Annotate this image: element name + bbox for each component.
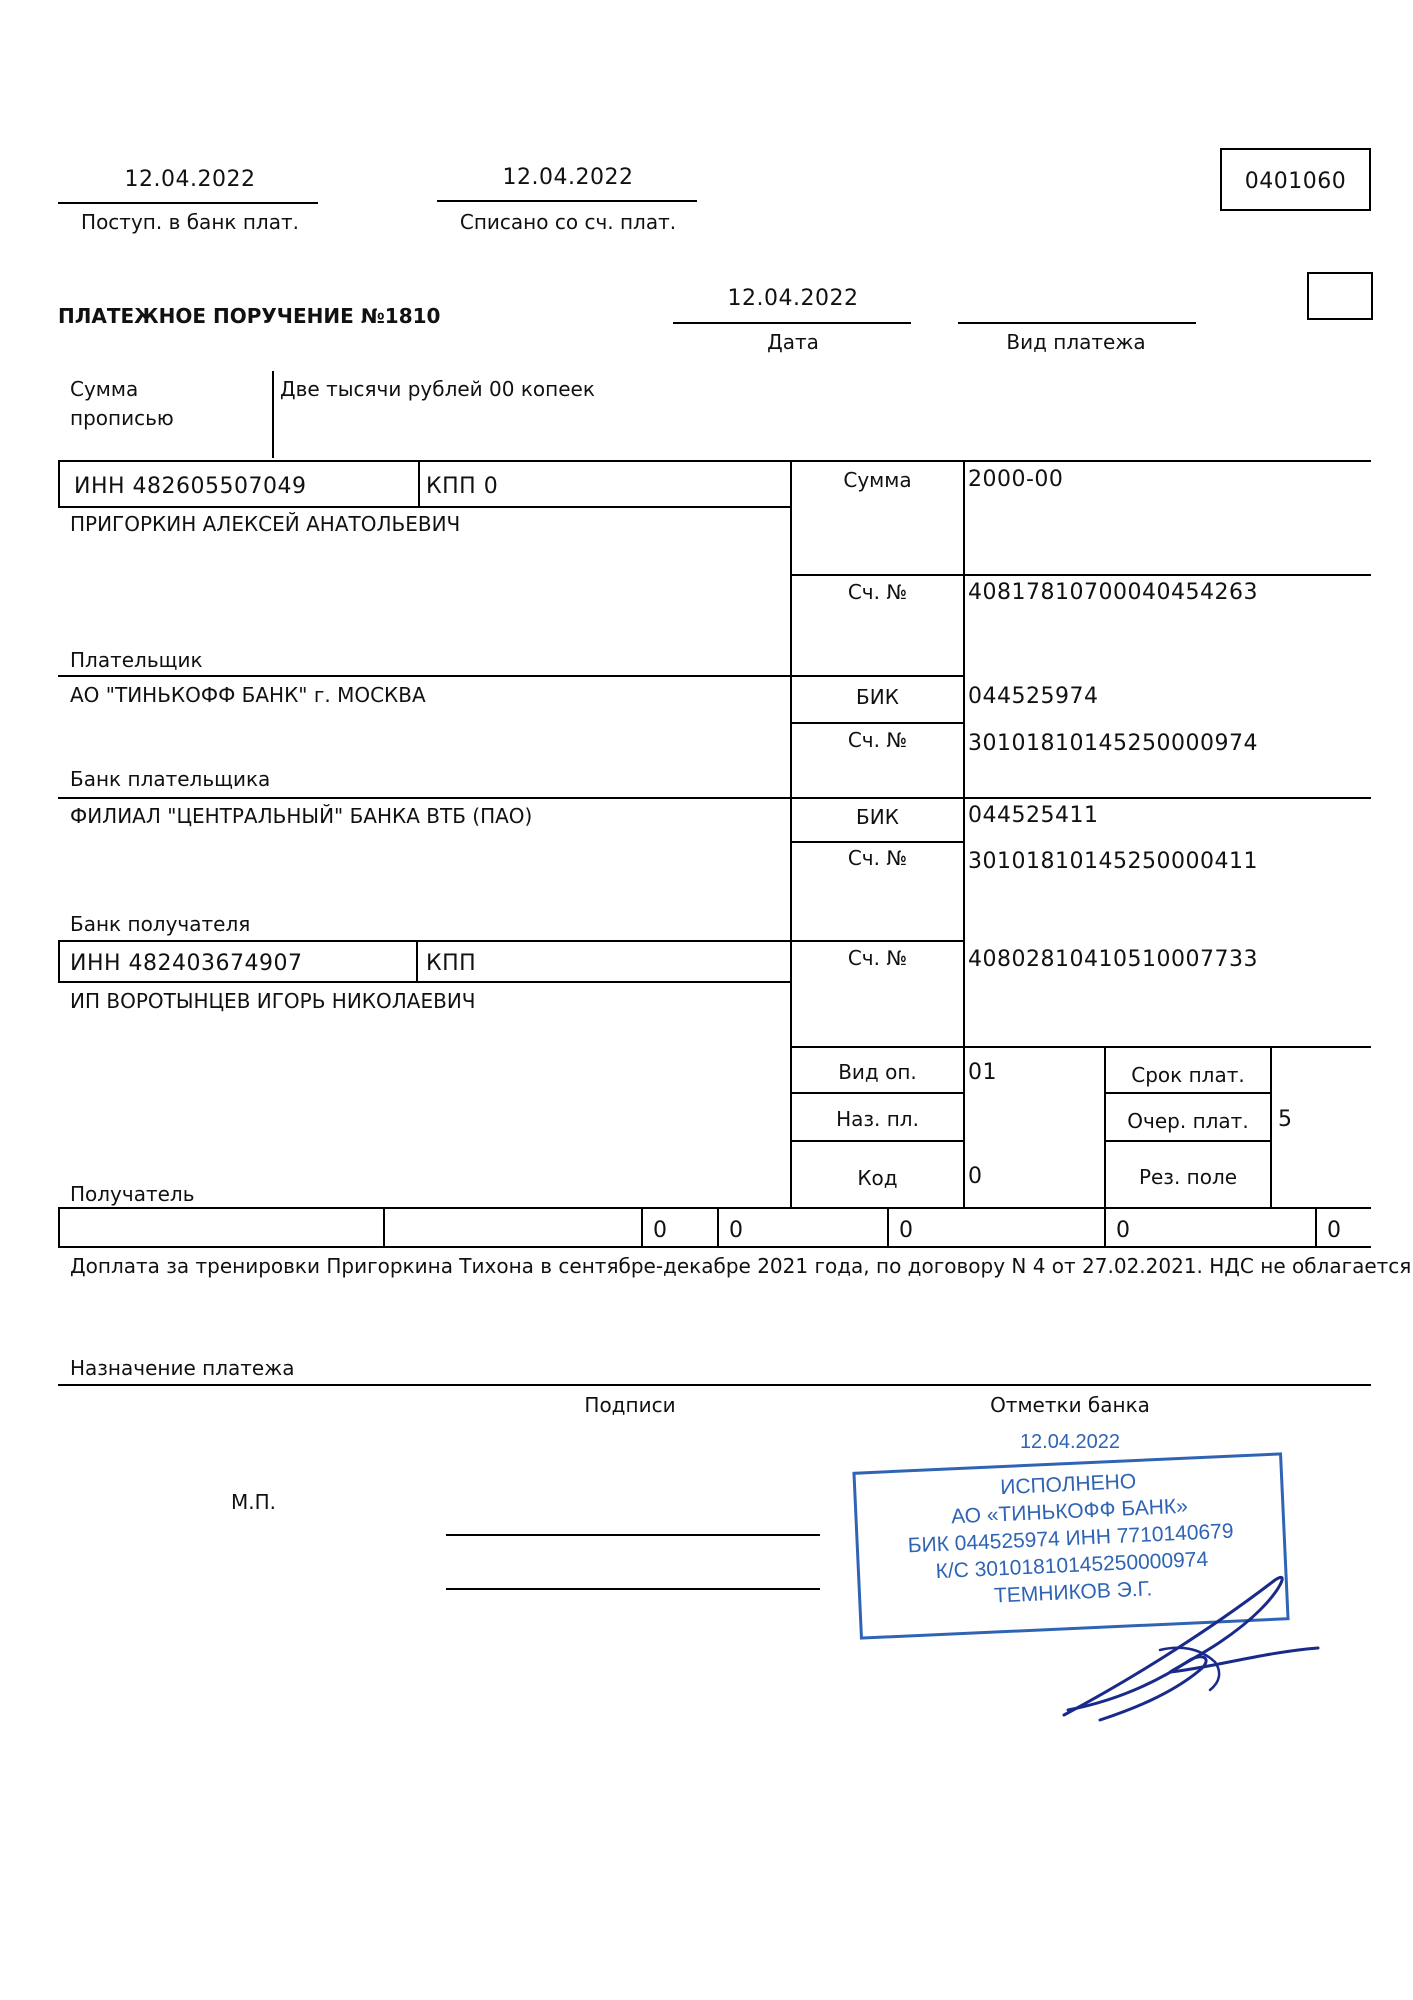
divider bbox=[717, 1207, 719, 1246]
signatures-label: Подписи bbox=[584, 1393, 676, 1417]
form-code: 0401060 bbox=[1244, 169, 1347, 194]
op-type-value: 01 bbox=[968, 1060, 997, 1085]
document-title: ПЛАТЕЖНОЕ ПОРУЧЕНИЕ №1810 bbox=[58, 304, 441, 328]
code-label: Код bbox=[857, 1166, 898, 1190]
tax-field: 0 bbox=[653, 1218, 668, 1243]
stamp-line: К/С 30101810145250000974 bbox=[935, 1547, 1209, 1584]
divider bbox=[58, 1384, 1371, 1386]
divider bbox=[1104, 1092, 1270, 1094]
stamp-line: ИСПОЛНЕНО bbox=[999, 1469, 1137, 1500]
divider bbox=[58, 1246, 1371, 1248]
payee-bank-account-label: Сч. № bbox=[847, 846, 908, 870]
divider bbox=[790, 574, 1371, 576]
payer-kpp: КПП 0 bbox=[426, 474, 499, 499]
payer-account: 40817810700040454263 bbox=[968, 580, 1258, 605]
tax-field: 0 bbox=[729, 1218, 744, 1243]
payee-label: Получатель bbox=[70, 1182, 195, 1206]
amount-label: Сумма bbox=[843, 468, 912, 492]
payer-bank-name: АО "ТИНЬКОФФ БАНК" г. МОСКВА bbox=[70, 683, 426, 707]
payee-account-label: Сч. № bbox=[847, 946, 908, 970]
payee-bank-account: 30101810145250000411 bbox=[968, 849, 1258, 874]
divider bbox=[790, 1140, 963, 1142]
tax-field: 0 bbox=[899, 1218, 914, 1243]
priority-value: 5 bbox=[1278, 1107, 1293, 1132]
divider bbox=[958, 322, 1196, 324]
divider bbox=[58, 940, 963, 942]
payee-bank-bik: 044525411 bbox=[968, 803, 1099, 828]
term-label: Срок плат. bbox=[1131, 1063, 1245, 1087]
payee-account: 40802810410510007733 bbox=[968, 947, 1258, 972]
purpose-type-label: Наз. пл. bbox=[836, 1107, 919, 1131]
divider bbox=[790, 460, 792, 1207]
bank-mark-date: 12.04.2022 bbox=[1019, 1431, 1121, 1453]
divider bbox=[437, 200, 697, 202]
divider bbox=[58, 1207, 60, 1246]
tax-field: 0 bbox=[1116, 1218, 1131, 1243]
divider bbox=[1315, 1207, 1317, 1246]
seal-label: М.П. bbox=[231, 1490, 277, 1514]
order-date: 12.04.2022 bbox=[727, 286, 859, 311]
reserve-label: Рез. поле bbox=[1138, 1165, 1238, 1189]
divider bbox=[58, 460, 1371, 462]
divider bbox=[416, 940, 418, 981]
payee-name: ИП ВОРОТЫНЦЕВ ИГОРЬ НИКОЛАЕВИЧ bbox=[70, 989, 476, 1013]
amount-value: 2000-00 bbox=[968, 467, 1064, 492]
divider bbox=[887, 1207, 889, 1246]
divider bbox=[641, 1207, 643, 1246]
signature-line bbox=[446, 1588, 820, 1590]
payee-inn: ИНН 482403674907 bbox=[70, 951, 303, 976]
divider bbox=[58, 981, 790, 983]
divider bbox=[58, 675, 963, 677]
payer-account-label: Сч. № bbox=[847, 580, 908, 604]
payer-inn: ИНН 482605507049 bbox=[74, 474, 307, 499]
divider bbox=[790, 841, 963, 843]
op-type-label: Вид оп. bbox=[838, 1060, 917, 1084]
divider bbox=[58, 460, 60, 506]
signature-scribble bbox=[1040, 1560, 1340, 1730]
divider bbox=[790, 722, 963, 724]
payee-kpp: КПП bbox=[426, 951, 477, 976]
divider bbox=[1270, 1046, 1272, 1207]
divider bbox=[1104, 1140, 1270, 1142]
bank-marks-label: Отметки банка bbox=[990, 1393, 1150, 1417]
divider bbox=[58, 506, 790, 508]
divider bbox=[272, 371, 274, 458]
amount-words-label: Сумма bbox=[70, 377, 139, 401]
divider bbox=[58, 1207, 1371, 1209]
divider bbox=[790, 1046, 1371, 1048]
payer-bank-bik: 044525974 bbox=[968, 684, 1099, 709]
payment-type-box bbox=[1307, 272, 1373, 320]
divider bbox=[58, 940, 60, 981]
stamp-line: ТЕМНИКОВ Э.Г. bbox=[993, 1577, 1153, 1608]
label-debited: Списано со сч. плат. bbox=[459, 210, 677, 234]
payee-bank-name: ФИЛИАЛ "ЦЕНТРАЛЬНЫЙ" БАНКА ВТБ (ПАО) bbox=[70, 804, 533, 828]
payer-bank-bik-label: БИК bbox=[856, 685, 899, 709]
priority-label: Очер. плат. bbox=[1127, 1109, 1249, 1133]
divider bbox=[58, 202, 318, 204]
stamp-line: АО «ТИНЬКОФФ БАНК» bbox=[950, 1494, 1189, 1529]
payer-bank-account: 30101810145250000974 bbox=[968, 731, 1258, 756]
divider bbox=[963, 460, 965, 1207]
divider bbox=[673, 322, 911, 324]
tax-field: 0 bbox=[1327, 1218, 1342, 1243]
stamp-line: БИК 044525974 ИНН 7710140679 bbox=[907, 1519, 1234, 1558]
divider bbox=[58, 797, 1371, 799]
label-payment-type: Вид платежа bbox=[1006, 330, 1146, 354]
divider bbox=[790, 1092, 963, 1094]
signature-line bbox=[446, 1534, 820, 1536]
purpose-label: Назначение платежа bbox=[70, 1356, 295, 1380]
payer-bank-label: Банк плательщика bbox=[70, 767, 271, 791]
divider bbox=[1104, 1207, 1106, 1246]
label-date: Дата bbox=[767, 330, 819, 354]
payee-bank-label: Банк получателя bbox=[70, 912, 251, 936]
payment-purpose: Доплата за тренировки Пригоркина Тихона в сентябре-декабре 2021 года, по договору N 4 от 27.02.2021. НДС не облагается bbox=[70, 1254, 1412, 1278]
date-received: 12.04.2022 bbox=[124, 167, 256, 192]
payee-bank-bik-label: БИК bbox=[856, 805, 899, 829]
amount-in-words: Две тысячи рублей 00 копеек bbox=[280, 377, 595, 401]
payer-label: Плательщик bbox=[70, 648, 203, 672]
amount-words-label: прописью bbox=[70, 406, 174, 430]
divider bbox=[383, 1207, 385, 1246]
payer-name: ПРИГОРКИН АЛЕКСЕЙ АНАТОЛЬЕВИЧ bbox=[70, 512, 461, 536]
payer-bank-account-label: Сч. № bbox=[847, 728, 908, 752]
code-value: 0 bbox=[968, 1164, 983, 1189]
divider bbox=[418, 460, 420, 506]
label-received: Поступ. в банк плат. bbox=[81, 210, 299, 234]
date-debited: 12.04.2022 bbox=[502, 165, 634, 190]
